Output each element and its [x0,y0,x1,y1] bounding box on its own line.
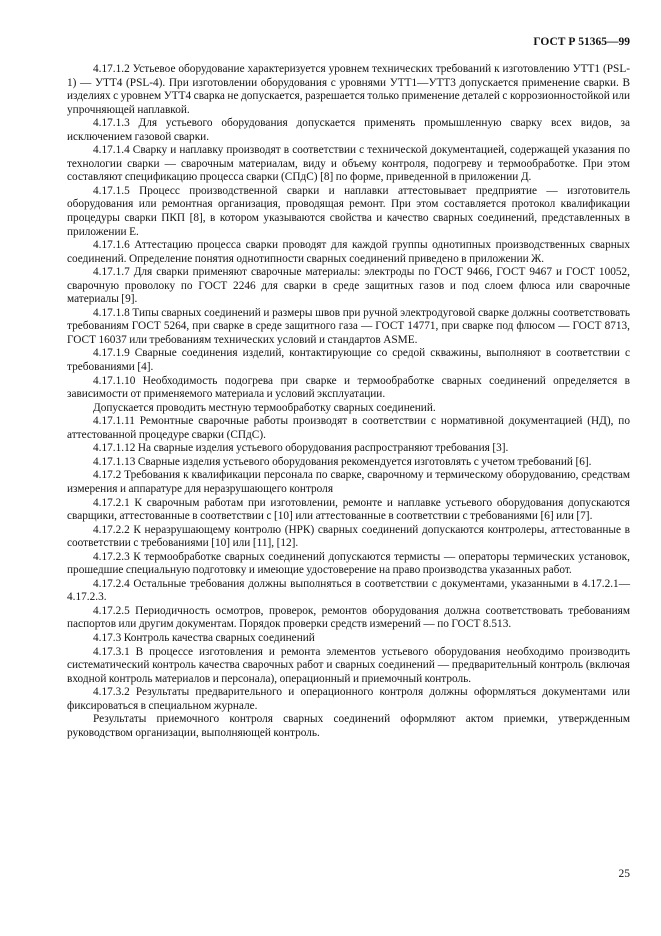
paragraph: 4.17.1.8 Типы сварных соединений и размеры швов при ручной электродуговой сварке должны соответствовать требованиям ГОСТ 5264, при сварке в среде защитного газа — ГОСТ 14771, при сварке под флюсом — ГОСТ 8713, ГОСТ 16037 или требованиям технических условий и стандартов ASME. [67,306,630,346]
paragraph: 4.17.3 Контроль качества сварных соединений [93,631,315,644]
paragraph: 4.17.1.13 Сварные изделия устьевого оборудования рекомендуется изготовлять с учетом требований [6]. [93,455,592,468]
paragraph: 4.17.1.9 Сварные соединения изделий, контактирующие со средой скважины, выполняют в соответствии с требованиями [4]. [67,347,630,374]
paragraph: Допускается проводить местную термообработку сварных соединений. [93,401,436,414]
paragraph: 4.17.2.5 Периодичность осмотров, проверок, ремонтов оборудования должна соответствовать требованиям паспортов или другим документам. Порядок проверки средств измерений — по ГОСТ 8.513. [67,604,630,631]
paragraph: 4.17.1.10 Необходимость подогрева при сварке и термообработке сварных соединений определяется в зависимости от применяемого материала и условий эксплуатации. [67,374,630,401]
paragraph: 4.17.2.1 К сварочным работам при изготовлении, ремонте и наплавке устьевого оборудования допускаются сварщики, аттестованные в соответствии с [10] или аттестованные в соответствии с требованиями [6] или [7]. [67,496,630,523]
paragraph: 4.17.1.7 Для сварки применяют сварочные материалы: электроды по ГОСТ 9466, ГОСТ 9467 и ГОСТ 10052, сварочную проволоку по ГОСТ 2246 для сварки в среде защитных газов и под слоем флюса или сварочные материалы [9]. [67,266,630,306]
document-body [67,63,630,740]
paragraph: 4.17.1.11 Ремонтные сварочные работы производят в соответствии с нормативной документацией (НД), по аттестованной процедуре сварки (СПдС). [67,415,630,441]
paragraph: 4.17.1.6 Аттестацию процесса сварки проводят для каждой группы однотипных производственных сварных соединений. Определение понятия однотипности сварных соединений приведено в приложении Ж. [67,239,630,265]
paragraph: Результаты приемочного контроля сварных соединений оформляют актом приемки, утвержденным руководством организации, выполняющей контроль. [67,713,630,739]
page-number: 25 [618,868,630,880]
paragraph: 4.17.3.1 В процессе изготовления и ремонта элементов устьевого оборудования необходимо производить систематический контроль качества сварочных работ и сварных соединений — предварительный контроль (включая входной контроль материалов и персонала), операционный и приемочный контроль. [67,645,630,685]
doc-number: ГОСТ Р 51365—99 [533,36,630,48]
paragraph: 4.17.3.2 Результаты предварительного и операционного контроля должны оформляться документами или фиксироваться в специальном журнале. [67,686,630,712]
paragraph: 4.17.1.4 Сварку и наплавку производят в соответствии с технической документацией, содержащей указания по технологии сварки — сварочным материалам, виду и объему контроля, подогреву и термообработке. При этом составляют спецификацию процесса сварки (СПдС) [8] по форме, приведенной в приложении Д. [67,144,630,184]
paragraph: 4.17.2.2 К неразрушающему контролю (НРК) сварных соединений допускаются контролеры, аттестованные в соответствии с требованиями [10] или [11], [12]. [67,523,630,550]
paragraph: 4.17.1.12 На сварные изделия устьевого оборудования распространяют требования [3]. [93,442,509,455]
paragraph: 4.17.2.3 К термообработке сварных соединений допускаются термисты — операторы термических установок, прошедшие специальную подготовку и имеющие удостоверение на право производства указанных работ. [67,550,630,577]
document-header [67,36,630,49]
document-footer [619,868,631,880]
paragraph: 4.17.2.4 Остальные требования должны выполняться в соответствии с документами, указанными в 4.17.2.1—4.17.2.3. [67,577,630,604]
paragraph: 4.17.1.3 Для устьевого оборудования допускается применять промышленную сварку всех видов, за исключением газовой сварки. [67,117,630,143]
paragraph: 4.17.1.5 Процесс производственной сварки и наплавки аттестовывает предприятие — изготовитель оборудования или ремонтная организация, проводящая ремонт. При этом составляется протокол квалификации процедуры сварки ПКП [8], в котором указываются свойства и качество сварных соединений, представленных в приложении Е. [67,184,630,238]
paragraph: 4.17.2 Требования к квалификации персонала по сварке, сварочному и термическому оборудованию, средствам измерения и аппаратуре для неразрушающего контроля [67,469,630,495]
paragraph: 4.17.1.2 Устьевое оборудование характеризуется уровнем технических требований к изготовлению УТТ1 (PSL-1) — УТТ4 (PSL-4). При изготовлении оборудования с уровнями УТТ1—УТТ3 допускается применение сварки. В изделиях с уровнем УТТ4 сварка не допускается, разрешается только применение деталей с коррозионностойкой или упрочняющей наплавкой. [67,63,630,116]
